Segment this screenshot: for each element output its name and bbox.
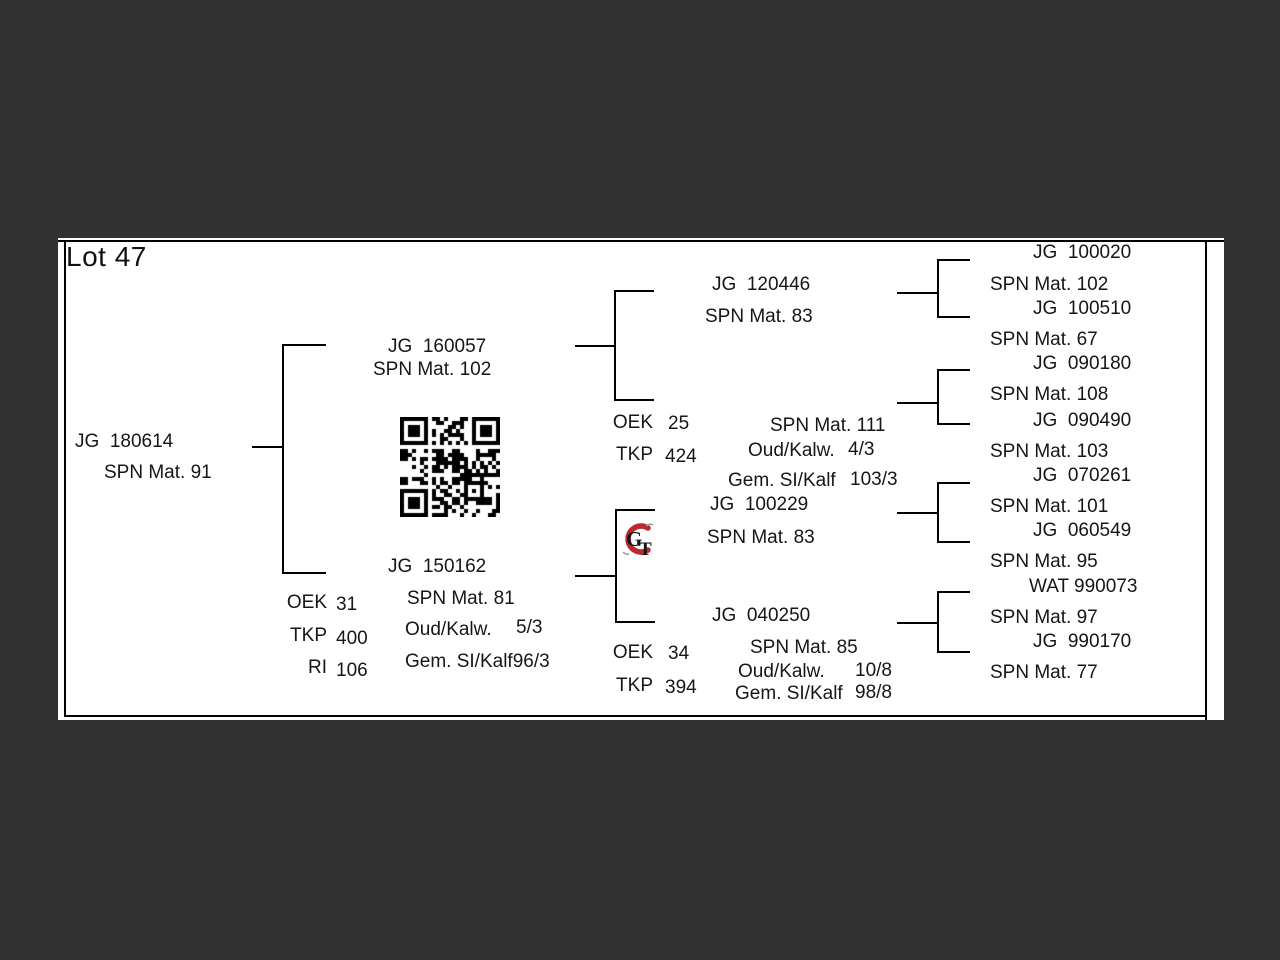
gen4-spn: SPN Mat. 95 [990,551,1098,572]
gen4-id: JG 070261 [1033,465,1132,486]
sire-sire-spn: SPN Mat. 83 [705,306,813,327]
dam-oud-label: Oud/Kalw. [405,619,492,640]
pedigree-connector-line [614,290,616,401]
pedigree-connector-line [937,259,939,318]
sire-dam-oud-value: 4/3 [848,439,875,460]
pedigree-connector-line [282,344,284,574]
stat-label: TKP [616,675,653,696]
pedigree-connector-line [897,622,937,624]
dam-dam-spn: SPN Mat. 85 [750,637,858,658]
stat-value: 400 [336,628,368,649]
qr-code [400,417,500,517]
pedigree-connector-line [937,369,970,371]
pedigree-connector-line [937,316,970,318]
stat-label: OEK [286,592,327,613]
gen4-spn: SPN Mat. 97 [990,607,1098,628]
pedigree-connector-line [937,259,970,261]
gen4-spn: SPN Mat. 77 [990,662,1098,683]
animal-spn: SPN Mat. 91 [104,462,212,483]
animal-id: JG 180614 [75,431,174,452]
stat-value: 424 [665,446,697,467]
gen4-id: JG 060549 [1033,520,1132,541]
stat-label: OEK [612,412,653,433]
pedigree-connector-line [614,399,654,401]
gen4-id: JG 100510 [1033,298,1132,319]
sire-dam-gem-label: Gem. SI/Kalf [728,470,836,491]
pedigree-connector-line [937,591,970,593]
gt-logo-letter-t: T [639,539,652,559]
pedigree-connector-line [937,591,939,653]
gen4-spn: SPN Mat. 103 [990,441,1109,462]
sire-spn: SPN Mat. 102 [373,359,492,380]
gen4-spn: SPN Mat. 101 [990,496,1109,517]
sire-dam-gem-value: 103/3 [850,469,898,490]
pedigree-connector-line [575,575,615,577]
gen4-id: JG 090490 [1033,410,1132,431]
pedigree-connector-line [937,423,970,425]
dam-dam-gem-label: Gem. SI/Kalf [735,683,843,704]
pedigree-connector-line [937,651,970,653]
gen4-id: WAT 990073 [1029,576,1138,597]
stat-value: 34 [668,643,690,664]
gen4-id: JG 100020 [1033,242,1132,263]
gen4-id: JG 990170 [1033,631,1132,652]
page-border-left [64,240,66,717]
stat-label: TKP [616,444,653,465]
dam-dam-oud-label: Oud/Kalw. [738,661,825,682]
stat-value: 31 [336,594,358,615]
gen4-spn: SPN Mat. 108 [990,384,1109,405]
gen4-spn: SPN Mat. 67 [990,329,1098,350]
stat-label: TKP [290,625,327,646]
page-title: Lot 47 [66,241,147,272]
sire-dam-oud-label: Oud/Kalw. [748,440,835,461]
pedigree-connector-line [615,509,617,623]
stat-label: OEK [612,642,653,663]
stat-value: 394 [665,677,697,698]
pedigree-connector-line [282,572,326,574]
pedigree-connector-line [897,402,937,404]
dam-id: JG 150162 [388,556,487,577]
pedigree-connector-line [937,541,970,543]
gen4-spn: SPN Mat. 102 [990,274,1109,295]
stat-value: 106 [336,660,368,681]
dam-sire-spn: SPN Mat. 83 [707,527,815,548]
sire-id: JG 160057 [388,336,487,357]
stat-label: RI [308,657,327,678]
gt-logo-letter-g: G [626,527,643,551]
pedigree-connector-line [897,512,937,514]
dam-gem-label: Gem. SI/Kalf96/3 [405,651,550,672]
pedigree-connector-line [615,509,655,511]
gt-logo [617,521,657,559]
dam-dam-id: JG 040250 [712,605,811,626]
gen4-id: JG 090180 [1033,353,1132,374]
pedigree-connector-line [614,290,654,292]
sire-sire-id: JG 120446 [712,274,811,295]
pedigree-connector-line [282,344,326,346]
dam-spn: SPN Mat. 81 [407,588,515,609]
dam-dam-oud-value: 10/8 [855,660,892,681]
page-border-bottom [64,715,1207,717]
pedigree-connector-line [575,345,615,347]
pedigree-connector-line [937,369,939,425]
pedigree-connector-line [615,621,655,623]
dam-sire-id: JG 100229 [710,494,809,515]
pedigree-connector-line [937,482,970,484]
pedigree-connector-line [897,292,937,294]
sire-dam-spn: SPN Mat. 111 [770,415,886,436]
dam-oud-value: 5/3 [516,617,543,638]
pedigree-connector-line [937,482,939,543]
page-border-right [1205,240,1207,720]
stat-value: 25 [668,413,690,434]
pedigree-connector-line [252,446,282,448]
dam-dam-gem-value: 98/8 [855,682,892,703]
